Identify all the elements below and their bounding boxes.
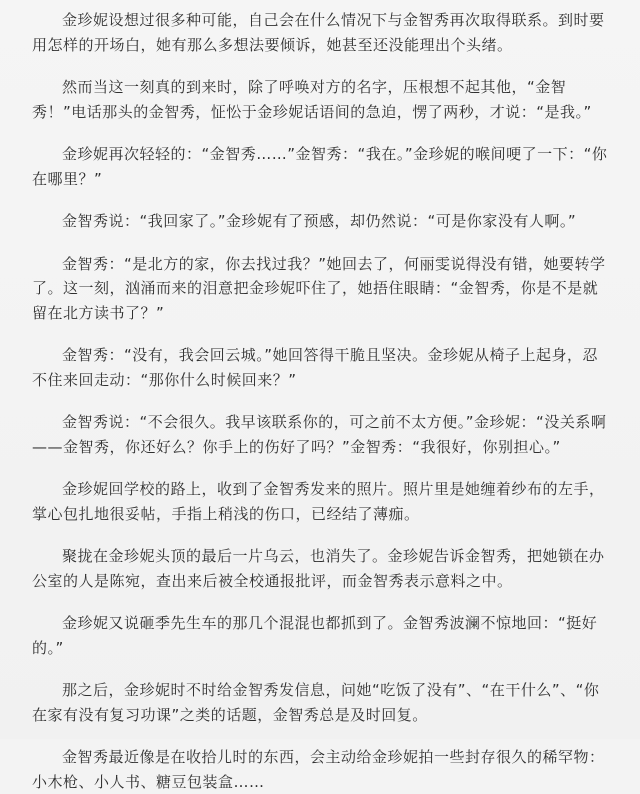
paragraph: 金智秀说：“我回家了。”金珍妮有了预感，却仍然说：“可是你家没有人啊。”: [62, 212, 577, 230]
paragraph: 金智秀最近像是在收拾儿时的东西，会主动给金珍妮拍一些封存很久的稀罕物：小木枪、小人书、糖豆包装盒……: [32, 748, 605, 791]
paragraph: 金珍妮设想过很多种可能，自己会在什么情况下与金智秀再次取得联系。到时要用怎样的开场白，她有那么多想法要倾诉，她甚至还没能理出个头绪。: [32, 11, 605, 54]
paragraph: 金珍妮再次轻轻的：“金智秀……”金智秀：“我在。”金珍妮的喉间哽了一下：“你在哪里？”: [32, 145, 608, 188]
paragraph: 金智秀说：“不会很久。我早该联系你的，可之前不太方便。”金珍妮：“没关系啊——金智秀，你还好么？你手上的伤好了吗？”金智秀：“我很好，你别担心。”: [32, 413, 607, 456]
paragraph: 然而当这一刻真的到来时，除了呼唤对方的名字，压根想不起其他，“金智秀！”电话那头的金智秀，怔忪于金珍妮话语间的急迫，愣了两秒，才说：“是我。”: [32, 78, 592, 121]
paragraph: 金珍妮回学校的路上，收到了金智秀发来的照片。照片里是她缠着纱布的左手，掌心包扎地很妥帖，手指上稍浅的伤口，已经结了薄痂。: [32, 480, 605, 523]
paragraph: 金珍妮又说砸季先生车的那几个混混也都抓到了。金智秀波澜不惊地回：“挺好的。”: [32, 614, 598, 657]
paragraph: 聚拢在金珍妮头顶的最后一片乌云，也消失了。金珍妮告诉金智秀，把她锁在办公室的人是陈宛，查出来后被全校通报批评，而金智秀表示意料之中。: [32, 547, 605, 590]
paragraph: 金智秀：“是北方的家，你去找过我？”她回去了，何丽雯说得没有错，她要转学了。这一刻，汹涌而来的泪意把金珍妮吓住了，她捂住眼睛：“金智秀，你是不是就留在北方读书了？”: [32, 254, 606, 322]
paragraph: 金智秀：“没有，我会回云城。”她回答得干脆且坚决。金珍妮从椅子上起身，忍不住来回走动：“那你什么时候回来？”: [32, 346, 599, 389]
paragraph: 那之后，金珍妮时不时给金智秀发信息，问她“吃饭了没有”、“在干什么”、“你在家有没有复习功课”之类的话题，金智秀总是及时回复。: [32, 681, 600, 724]
